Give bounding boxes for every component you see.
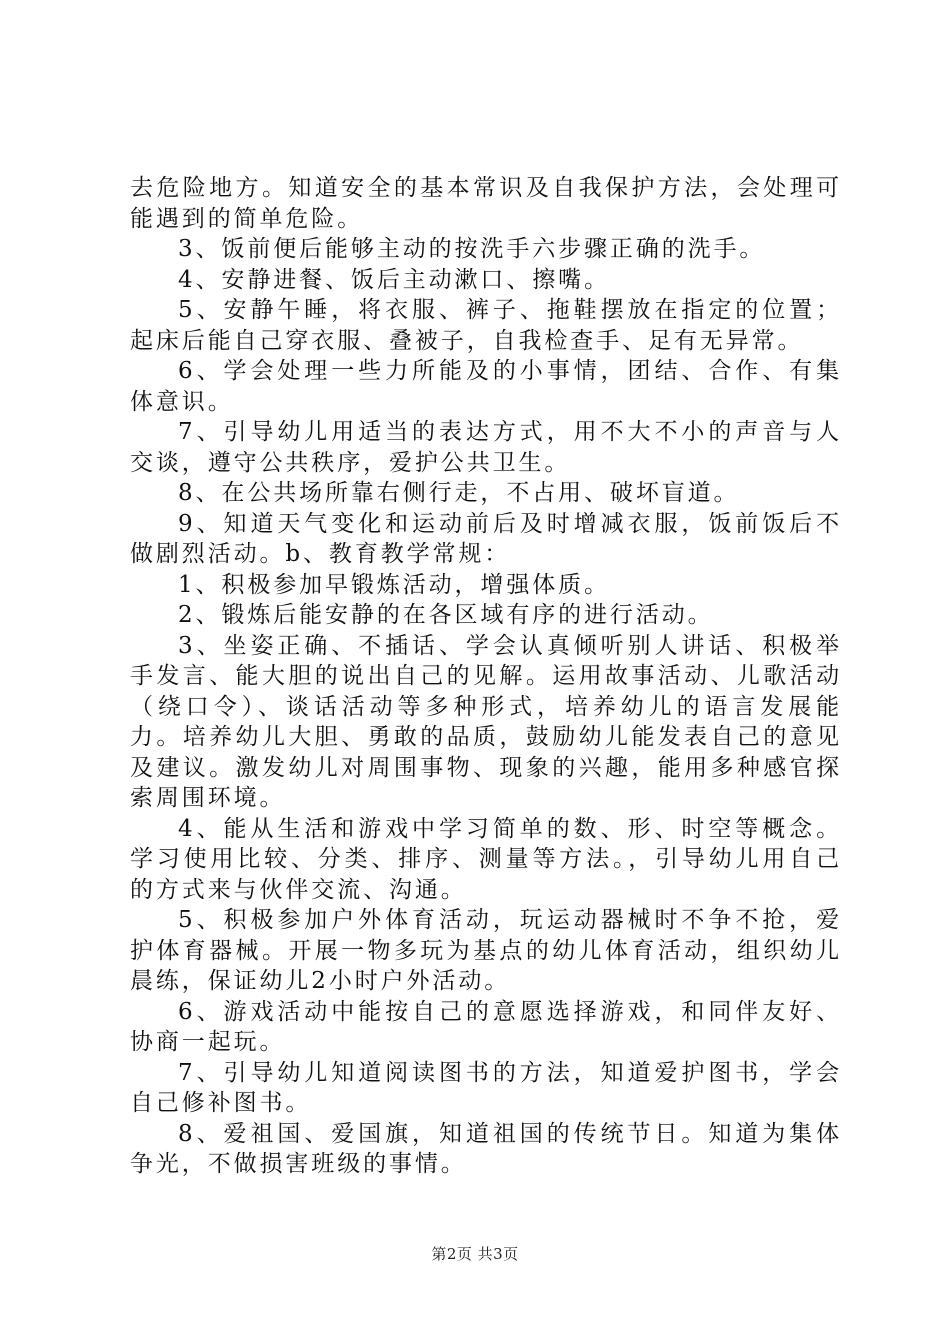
paragraph: 7、引导幼儿知道阅读图书的方法，知道爱护图书，学会自己修补图书。 bbox=[130, 1059, 842, 1116]
paragraph: 4、安静进餐、饭后主动漱口、擦嘴。 bbox=[178, 266, 610, 293]
paragraph: 6、学会处理一些力所能及的小事情，团结、合作、有集体意识。 bbox=[130, 358, 842, 415]
paragraph: 9、知道天气变化和运动前后及时增减衣服，饭前饭后不做剧烈活动。b、教育教学常规： bbox=[130, 510, 842, 567]
paragraph: 7、引导幼儿用适当的表达方式，用不大不小的声音与人交谈，遵守公共秩序，爱护公共卫生。 bbox=[130, 419, 842, 476]
paragraph: 6、游戏活动中能按自己的意愿选择游戏，和同伴友好、协商一起玩。 bbox=[130, 998, 842, 1055]
paragraph: 8、爱祖国、爱国旗，知道祖国的传统节日。知道为集体争光，不做损害班级的事情。 bbox=[130, 1120, 842, 1177]
paragraph: 2、锻炼后能安静的在各区域有序的进行活动。 bbox=[178, 602, 714, 628]
document-body bbox=[130, 173, 842, 1180]
paragraph: 1、积极参加早锻炼活动，增强体质。 bbox=[178, 571, 610, 598]
paragraph: 4、能从生活和游戏中学习简单的数、形、时空等概念。学习使用比较、分类、排序、测量等方法。，引导幼儿用自己的方式来与伙伴交流、沟通。 bbox=[130, 815, 842, 903]
paragraph: 去危险地方。知道安全的基本常识及自我保护方法，会处理可能遇到的简单危险。 bbox=[130, 175, 842, 232]
paragraph: 8、在公共场所靠右侧行走，不占用、破坏盲道。 bbox=[178, 480, 740, 506]
paragraph: 5、积极参加户外体育活动，玩运动器械时不争不抢，爱护体育器械。开展一物多玩为基点的幼儿体育活动，组织幼儿晨练，保证幼儿2小时户外活动。 bbox=[130, 907, 842, 994]
paragraph: 5、安静午睡，将衣服、裤子、拖鞋摆放在指定的位置；起床后能自己穿衣服、叠被子，自我检查手、足有无异常。 bbox=[130, 297, 842, 354]
paragraph: 3、饭前便后能够主动的按洗手六步骤正确的洗手。 bbox=[178, 236, 766, 262]
paragraph: 3、坐姿正确、不插话、学会认真倾听别人讲话、积极举手发言、能大胆的说出自己的见解。运用故事活动、儿歌活动（绕口令）、谈话活动等多种形式，培养幼儿的语言发展能力。培养幼儿大胆、勇敢的品质，鼓励幼儿能发表自己的意见及建议。激发幼儿对周围事物、现象的兴趣，能用多种感官探索周围环境。 bbox=[130, 632, 842, 811]
page-number-footer: 第2页 共3页 bbox=[431, 1245, 519, 1263]
